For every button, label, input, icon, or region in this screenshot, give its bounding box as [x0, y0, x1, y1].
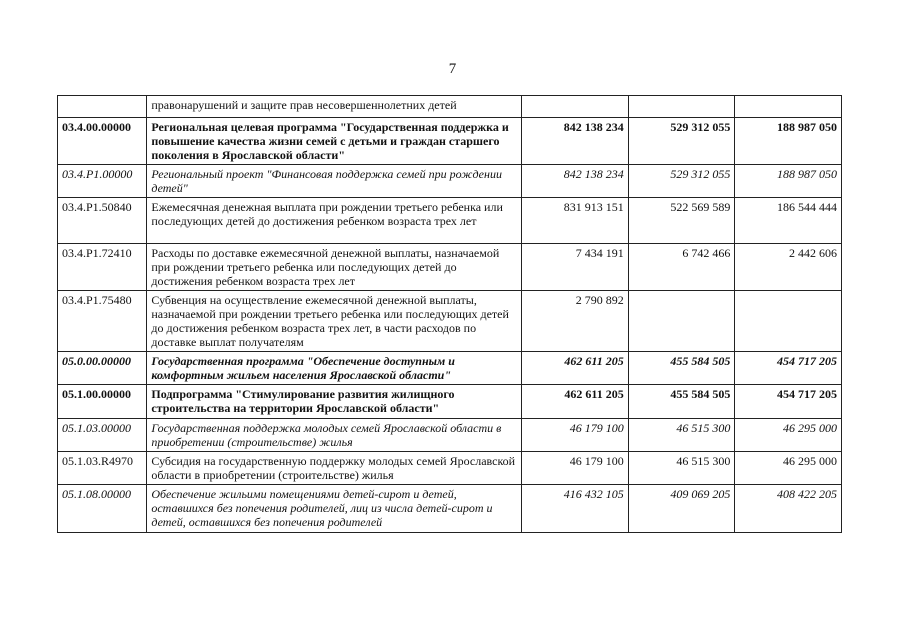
row-amount-1: 842 138 234 — [522, 118, 629, 165]
row-code: 03.4.P1.72410 — [58, 244, 147, 291]
row-amount-2: 46 515 300 — [628, 419, 735, 452]
row-amount-3: 188 987 050 — [735, 165, 842, 198]
row-amount-3: 2 442 606 — [735, 244, 842, 291]
row-amount-3 — [735, 96, 842, 118]
row-code: 03.4.P1.50840 — [58, 198, 147, 244]
table-row — [58, 485, 842, 533]
row-amount-3: 454 717 205 — [735, 385, 842, 419]
row-name: Ежемесячная денежная выплата при рождении третьего ребенка или последующих детей до достижения ребенком возраста трех лет — [147, 198, 522, 244]
table-row — [58, 452, 842, 485]
row-name: Субсидия на государственную поддержку молодых семей Ярославской области в приобретении (строительстве) жилья — [147, 452, 522, 485]
row-amount-1: 416 432 105 — [522, 485, 629, 533]
row-amount-3: 188 987 050 — [735, 118, 842, 165]
table-row — [58, 385, 842, 419]
row-code: 05.1.08.00000 — [58, 485, 147, 533]
table-row — [58, 244, 842, 291]
row-code: 05.1.00.00000 — [58, 385, 147, 419]
row-amount-2: 529 312 055 — [628, 165, 735, 198]
row-amount-2: 455 584 505 — [628, 385, 735, 419]
table-row — [58, 419, 842, 452]
row-name: Расходы по доставке ежемесячной денежной выплаты, назначаемой при рождении третьего ребенка или последующих детей до достижения ребенком возраста трех лет — [147, 244, 522, 291]
table-row — [58, 165, 842, 198]
row-amount-2: 455 584 505 — [628, 352, 735, 385]
row-name: Государственная поддержка молодых семей Ярославской области в приобретении (строительстве) жилья — [147, 419, 522, 452]
page-number: 7 — [448, 61, 457, 77]
row-amount-1: 462 611 205 — [522, 352, 629, 385]
budget-table-body — [58, 96, 842, 533]
row-name: Региональная целевая программа "Государственная поддержка и повышение качества жизни семей с детьми и граждан старшего поколения в Ярославской области" — [147, 118, 522, 165]
row-code: 03.4.00.00000 — [58, 118, 147, 165]
row-amount-1: 462 611 205 — [522, 385, 629, 419]
row-amount-2: 409 069 205 — [628, 485, 735, 533]
row-amount-1: 46 179 100 — [522, 452, 629, 485]
row-amount-3: 408 422 205 — [735, 485, 842, 533]
row-amount-1: 7 434 191 — [522, 244, 629, 291]
row-code: 05.0.00.00000 — [58, 352, 147, 385]
budget-table — [57, 95, 842, 533]
row-name: правонарушений и защите прав несовершеннолетних детей — [147, 96, 522, 118]
row-code: 03.4.P1.75480 — [58, 291, 147, 352]
row-amount-2: 6 742 466 — [628, 244, 735, 291]
row-amount-1: 2 790 892 — [522, 291, 629, 352]
row-amount-2 — [628, 291, 735, 352]
row-name: Подпрограмма "Стимулирование развития жилищного строительства на территории Ярославской области" — [147, 385, 522, 419]
row-amount-2: 46 515 300 — [628, 452, 735, 485]
row-amount-2 — [628, 96, 735, 118]
row-amount-3 — [735, 291, 842, 352]
row-name: Государственная программа "Обеспечение доступным и комфортным жильем населения Ярославской области" — [147, 352, 522, 385]
row-name: Региональный проект "Финансовая поддержка семей при рождении детей" — [147, 165, 522, 198]
row-amount-1: 46 179 100 — [522, 419, 629, 452]
row-amount-3: 46 295 000 — [735, 419, 842, 452]
row-name: Обеспечение жильими помещениями детей-сирот и детей, оставшихся без попечения родителей, лиц из числа детей-сирот и детей, оставшихся без попечения родителей — [147, 485, 522, 533]
row-amount-2: 522 569 589 — [628, 198, 735, 244]
row-amount-3: 454 717 205 — [735, 352, 842, 385]
row-code: 05.1.03.00000 — [58, 419, 147, 452]
table-row — [58, 118, 842, 165]
row-amount-1: 842 138 234 — [522, 165, 629, 198]
row-code — [58, 96, 147, 118]
row-code: 05.1.03.R4970 — [58, 452, 147, 485]
row-amount-1: 831 913 151 — [522, 198, 629, 244]
row-amount-3: 186 544 444 — [735, 198, 842, 244]
row-amount-3: 46 295 000 — [735, 452, 842, 485]
row-amount-1 — [522, 96, 629, 118]
table-row — [58, 96, 842, 118]
row-amount-2: 529 312 055 — [628, 118, 735, 165]
row-name: Субвенция на осуществление ежемесячной денежной выплаты, назначаемой при рождении третьего ребенка или последующих детей до достижения ребенком возраста трех лет, в части расходов по доставке выплат получателям — [147, 291, 522, 352]
table-row — [58, 352, 842, 385]
table-row — [58, 198, 842, 244]
row-code: 03.4.P1.00000 — [58, 165, 147, 198]
table-row — [58, 291, 842, 352]
